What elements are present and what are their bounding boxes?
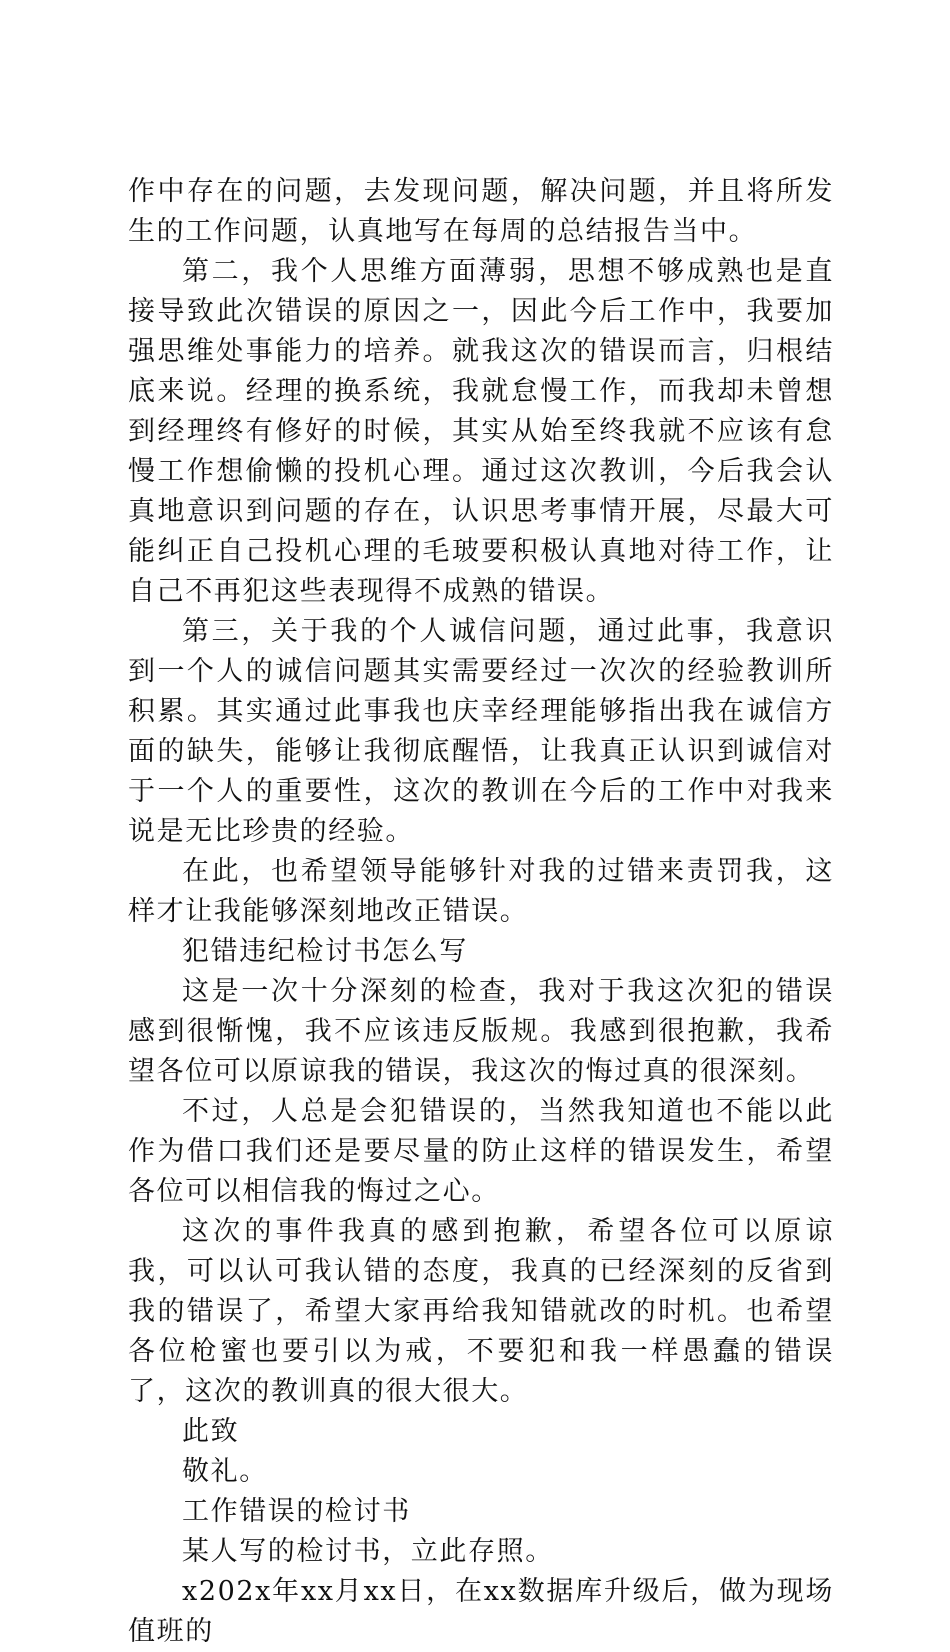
- paragraph-1: 作中存在的问题，去发现问题，解决问题，并且将所发生的工作问题，认真地写在每周的总结报告当中。: [128, 176, 834, 247]
- document-body: [128, 172, 834, 1652]
- paragraph-8: 某人写的检讨书，立此存照。: [182, 1536, 554, 1567]
- paragraph-4: 在此，也希望领导能够针对我的过错来责罚我，这样才让我能够深刻地改正错误。: [128, 856, 834, 927]
- section-heading-1: 犯错违纪检讨书怎么写: [182, 936, 468, 967]
- closing-regards: 敬礼。: [182, 1456, 268, 1487]
- closing-salutation: 此致: [182, 1416, 240, 1447]
- paragraph-6: 不过，人总是会犯错误的，当然我知道也不能以此作为借口我们还是要尽量的防止这样的错误发生，希望各位可以相信我的悔过之心。: [128, 1096, 834, 1207]
- section-heading-2: 工作错误的检讨书: [182, 1496, 411, 1527]
- paragraph-3: 第三，关于我的个人诚信问题，通过此事，我意识到一个人的诚信问题其实需要经过一次次的经验教训所积累。其实通过此事我也庆幸经理能够指出我在诚信方面的缺失，能够让我彻底醒悟，让我真正认识到诚信对于一个人的重要性，这次的教训在今后的工作中对我来说是无比珍贵的经验。: [128, 616, 834, 847]
- paragraph-9: x202x年xx月xx日，在xx数据库升级后，做为现场值班的: [128, 1576, 834, 1647]
- paragraph-5: 这是一次十分深刻的检查，我对于我这次犯的错误感到很惭愧，我不应该违反版规。我感到很抱歉，我希望各位可以原谅我的错误，我这次的悔过真的很深刻。: [128, 976, 834, 1087]
- paragraph-7: 这次的事件我真的感到抱歉，希望各位可以原谅我，可以认可我认错的态度，我真的已经深刻的反省到我的错误了，希望大家再给我知错就改的时机。也希望各位枪蜜也要引以为戒，不要犯和我一样愚蠢的错误了，这次的教训真的很大很大。: [128, 1216, 834, 1407]
- paragraph-2: 第二，我个人思维方面薄弱，思想不够成熟也是直接导致此次错误的原因之一，因此今后工作中，我要加强思维处事能力的培养。就我这次的错误而言，归根结底来说。经理的换系统，我就怠慢工作，而我却未曾想到经理终有修好的时候，其实从始至终我就不应该有怠慢工作想偷懒的投机心理。通过这次教训，今后我会认真地意识到问题的存在，认识思考事情开展，尽最大可能纠正自己投机心理的毛玻要积极认真地对待工作，让自己不再犯这些表现得不成熟的错误。: [128, 256, 834, 607]
